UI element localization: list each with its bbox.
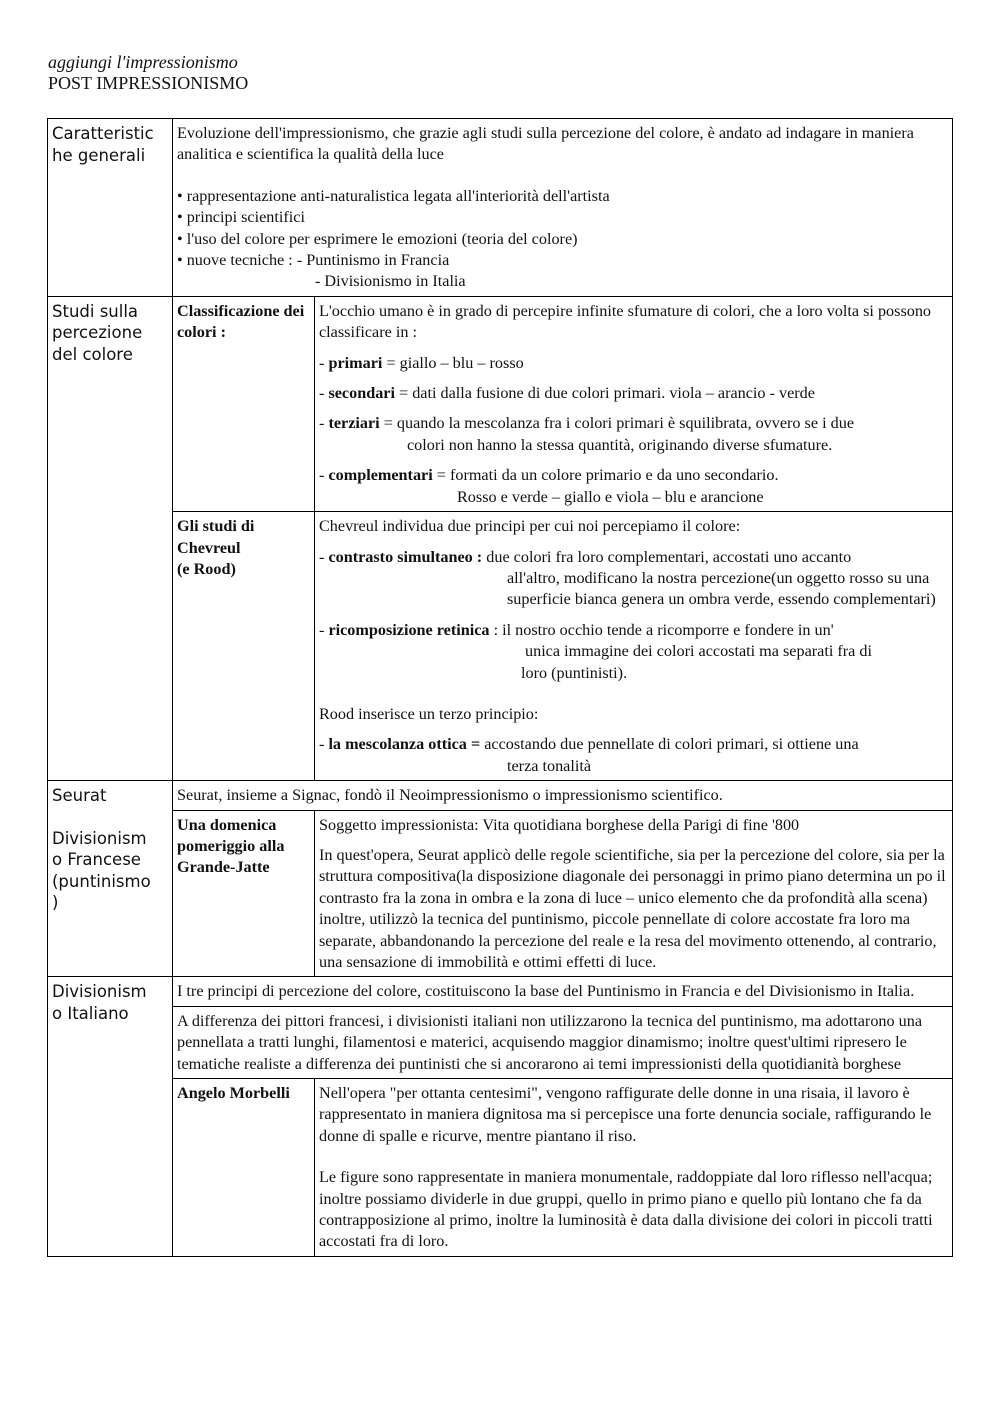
list-item: - la mescolanza ottica = accostando due pennellate di colori primari, si ottiene una <box>319 735 859 754</box>
row-label-seurat <box>48 781 173 977</box>
table-row <box>48 512 953 781</box>
list-item-cont: all'altro, modificano la nostra percezione(un oggetto rosso su una superficie bianca genera un ombra verde, essendo complementari) <box>507 568 936 609</box>
classificazione-content <box>315 296 953 511</box>
list-item: - ricomposizione retinica : il nostro occhio tende a ricomporre e fondere in un' <box>319 620 834 639</box>
header-note: aggiungi l'impressionismo <box>48 52 238 72</box>
table-row <box>48 1079 953 1257</box>
seurat-soggetto: Soggetto impressionista: Vita quotidiana borghese della Parigi di fine '800 <box>319 815 800 834</box>
term: secondari <box>328 384 395 403</box>
caratteristiche-intro: Evoluzione dell'impressionismo, che grazie agli studi sulla percezione del colore, è andato ad indagare in maniera analitica e scientifica la qualità della luce <box>177 124 914 164</box>
list-item-cont: colori non hanno la stessa quantità, originando diverse sfumature. <box>407 435 833 454</box>
row-label-studi: Studi sulla percezione del colore <box>48 296 173 780</box>
label-line: o Italiano <box>52 1003 129 1023</box>
italiano-row1: I tre principi di percezione del colore, costituiscono la base del Puntinismo in Francia e del Divisionismo in Italia. <box>173 977 953 1006</box>
term: primari <box>328 353 383 372</box>
label-line: Seurat <box>52 786 107 806</box>
seurat-opera-title <box>173 810 315 977</box>
list-item-cont: Rosso e verde – giallo e viola – blu e arancione <box>457 487 764 506</box>
content-table <box>47 118 953 1257</box>
definition: : il nostro occhio tende a ricomporre e fondere in un' <box>493 620 834 639</box>
list-item-cont: unica immagine dei colori accostati ma separati fra di <box>525 642 872 661</box>
seurat-opera-content <box>315 810 953 977</box>
definition: = dati dalla fusione di due colori primari. viola – arancio - verde <box>399 384 815 403</box>
morbelli-content <box>315 1079 953 1257</box>
definition: accostando due pennellate di colori primari, si ottiene una <box>484 735 859 754</box>
morbelli-title: Angelo Morbelli <box>173 1079 315 1257</box>
term: terziari <box>328 414 380 433</box>
term: la mescolanza ottica = <box>328 735 481 754</box>
document-header <box>48 52 248 94</box>
table-row <box>48 977 953 1006</box>
table-row <box>48 1006 953 1078</box>
list-item: • rappresentazione anti-naturalistica legata all'interiorità dell'artista <box>177 186 610 205</box>
chevreul-content <box>315 512 953 781</box>
row-label-caratteristiche <box>48 119 173 297</box>
list-item: - primari = giallo – blu – rosso <box>319 353 524 372</box>
label-line: he generali <box>52 145 146 165</box>
definition: = giallo – blu – rosso <box>386 353 524 372</box>
list-item-cont: - Divisionismo in Italia <box>315 272 466 291</box>
title-line: Gli studi di <box>177 517 255 536</box>
title-line: (e Rood) <box>177 559 236 578</box>
title-line: Grande-Jatte <box>177 858 270 877</box>
seurat-intro: Seurat, insieme a Signac, fondò il Neoimpressionismo o impressionismo scientifico. <box>173 781 953 810</box>
list-item: • nuove tecniche : - Puntinismo in Francia <box>177 251 450 270</box>
table-row <box>48 810 953 977</box>
row-label-italiano <box>48 977 173 1256</box>
chevreul-intro: Chevreul individua due principi per cui noi percepiamo il colore: <box>319 517 741 536</box>
rood-intro: Rood inserisce un terzo principio: <box>319 704 539 723</box>
list-item: - complementari = formati da un colore primario e da uno secondario. <box>319 466 779 485</box>
table-row <box>48 119 953 297</box>
label-line: (puntinismo <box>52 871 151 891</box>
list-item: • principi scientifici <box>177 208 305 227</box>
document-title: POST IMPRESSIONISMO <box>48 73 249 93</box>
definition: due colori fra loro complementari, accostati uno accanto <box>486 547 852 566</box>
list-item: - secondari = dati dalla fusione di due colori primari. viola – arancio - verde <box>319 384 815 403</box>
list-item-cont: terza tonalità <box>507 756 592 775</box>
italiano-row2: A differenza dei pittori francesi, i divisionisti italiani non utilizzarono la tecnica del puntinismo, ma adottarono una pennellata a tratti lunghi, filamentosi e materici, acquisendo maggior dinamismo; inoltre quest'ultimi ripresero le tematiche realiste a differenza dei puntinisti che si ancorarono ai temi impressionisti della quotidianità borghese <box>173 1006 953 1078</box>
morbelli-paragraph: Nell'opera "per ottanta centesimi", vengono raffigurate delle donne in una risaia, il lavoro è rappresentato in maniera dignitosa ma si percepisce una forte denuncia sociale, raffigurando le donne di spalle e ricurve, mentre piantano il riso. <box>319 1084 932 1145</box>
title-line: Chevreul <box>177 538 241 557</box>
term: contrasto simultaneo : <box>328 547 483 566</box>
label-line: o Francese <box>52 850 141 870</box>
term: complementari <box>328 466 433 485</box>
classificazione-intro: L'occhio umano è in grado di percepire infinite sfumature di colori, che a loro volta si possono classificare in : <box>319 301 932 342</box>
label-line: ) <box>52 893 59 913</box>
title-line: Una domenica <box>177 815 277 834</box>
list-item: • l'uso del colore per esprimere le emozioni (teoria del colore) <box>177 229 578 248</box>
list-item: - terziari = quando la mescolanza fra i colori primari è squilibrata, ovvero se i due <box>319 414 855 433</box>
table-row <box>48 296 953 511</box>
list-item: - contrasto simultaneo : due colori fra loro complementari, accostati uno accanto <box>319 547 852 566</box>
classificazione-title: Classificazione dei colori : <box>173 296 315 511</box>
definition: = formati da un colore primario e da uno secondario. <box>436 466 779 485</box>
table-row <box>48 781 953 810</box>
definition: = quando la mescolanza fra i colori primari è squilibrata, ovvero se i due <box>383 414 855 433</box>
caratteristiche-content <box>173 119 953 297</box>
list-item-cont: loro (puntinisti). <box>521 663 628 682</box>
label-line: Divisionism <box>52 982 147 1002</box>
label-line: Caratteristic <box>52 124 154 143</box>
chevreul-title <box>173 512 315 781</box>
seurat-testo: In quest'opera, Seurat applicò delle regole scientifiche, sia per la percezione del colore, sia per la struttura compositiva(la disposizione diagonale dei personaggi in primo piano determina un po il contrasto fra la zona in ombra e la zona di luce – unico elemento che da profondità alla scena) inoltre, utilizzò la tecnica del puntinismo, piccole pennellate di colore accostate fra loro ma separate, abbandonando la percezione del reale e la resa del movimento ottenendo, al contrario, una sensazione di immobilità e ottimi effetti di luce. <box>319 845 946 971</box>
label-line: Divisionism <box>52 828 147 848</box>
term: ricomposizione retinica <box>328 620 490 639</box>
title-line: pomeriggio alla <box>177 836 285 855</box>
morbelli-paragraph: Le figure sono rappresentate in maniera monumentale, raddoppiate dal loro riflesso nell'acqua; inoltre possiamo dividerle in due gruppi, quello in primo piano e quello più lontano che fa da contrapposizione al primo, inoltre la luminosità è data dalla divisione dei colori in piccoli tratti accostati fra di loro. <box>319 1168 933 1251</box>
